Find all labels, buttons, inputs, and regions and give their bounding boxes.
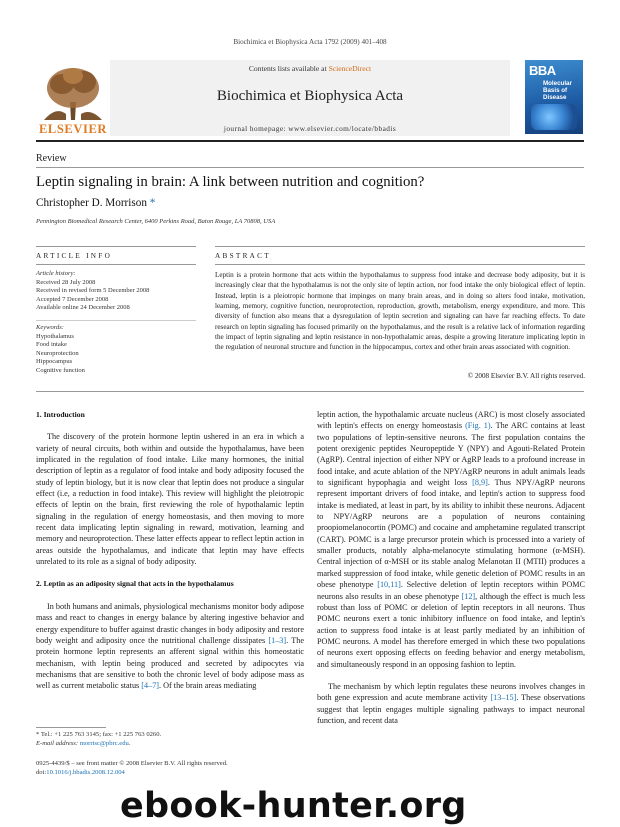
keyword: Cognitive function (36, 366, 85, 374)
text-run: . The ARC contains at least two populations of leptin-sensitive neurons. The first population contains the potent orexigenic peptides Neuropeptide Y (NPY) and Agouti-Related Protein (AgRP). Central injection of either NPY or AgRP leads to a profound increase in food intake, and acute ablation of the NPY/AgRP neurons in adult animals leads to significant hypophagia and weight loss (317, 421, 586, 488)
abstract-copyright: © 2008 Elsevier B.V. All rights reserved. (467, 372, 585, 380)
keywords-rule (36, 320, 196, 321)
article-history (36, 270, 196, 313)
citation-link[interactable]: [13–15] (490, 693, 517, 703)
cover-title: BBA (529, 63, 556, 78)
cover-artwork (531, 104, 577, 130)
text-run: . Selective deletion of leptin receptors within POMC neurons also results in an obese phenotype (317, 580, 586, 601)
doi-line (36, 769, 304, 778)
arcuate-paragraph (317, 409, 585, 670)
text-run: leptin action, the hypothalamic arcuate nucleus (ARC) is most closely associated with leptin's effects on energy homeostasis (317, 410, 585, 431)
cover-subtitle-line: Basis of (543, 87, 568, 94)
text-run: . Thus NPY/AgRP neurons represent important drivers of food intake, and leptin's action to suppress food intake is mediated, at least in part, by its ability to inhibit these neurons. Adjacent to NPY/AgRP neurons are a population of neurons containing proopiomelanocortin (POMC) and cocaine and amphetamine regulated transcript (CART). POMC is a large precursor protein which is processed into a variety of smaller products, notably alpha-melanocyte stimulating hormone (α-MSH). Central injection of α-MSH or its stable analog Melanotan II (MTII) produces a marked suppression of food intake, while genetic deletion of POMC results in an obese phenotype (317, 478, 585, 590)
article-info-heading: ARTICLE INFO (36, 252, 113, 260)
section-heading-adiposity: 2. Leptin as an adiposity signal that acts in the hypothalamus (36, 579, 234, 589)
keyword: Hypothalamus (36, 332, 74, 340)
contents-line (110, 64, 510, 73)
abstract-heading: ABSTRACT (215, 252, 271, 260)
article-info-rule (36, 264, 196, 265)
elsevier-wordmark: ELSEVIER (38, 122, 108, 136)
journal-homepage[interactable]: journal homepage: www.elsevier.com/locate/bbadis (223, 124, 397, 133)
section-heading-introduction: 1. Introduction (36, 410, 85, 419)
corresponding-footnote (36, 731, 304, 749)
email-link[interactable]: morrisc@pbrc.edu (79, 739, 129, 747)
figure-link[interactable]: (Fig. 1) (465, 421, 491, 431)
text-run: In both humans and animals, physiological mechanisms monitor body adipose mass and react to changes in energy balance by altering ingestive behavior and energy expenditure to buffer against drastic changes in body adiposity and restore body weight and adiposity once the nutritional challenge dissipates (36, 601, 304, 645)
email-label: E-mail address: (36, 739, 80, 747)
doi-label: doi: (36, 768, 47, 776)
email-suffix: . (128, 739, 131, 747)
author-name[interactable]: Christopher D. Morrison (36, 197, 147, 209)
mechanism-paragraph (317, 681, 585, 726)
cover-subtitle (543, 80, 572, 101)
history-item: Accepted 7 December 2008 (36, 295, 109, 303)
sciencedirect-link[interactable]: ScienceDirect (328, 64, 372, 73)
history-item: Received in revised form 5 December 2008 (36, 287, 150, 295)
header-divider (36, 140, 584, 142)
abstract-text: Leptin is a protein hormone that acts within the hypothalamus to suppress food intake and decrease body adiposity, but it is increasingly clear that the hypothalamus is not the only site of leptin action, nor food intake the only biological effect of leptin. Instead, leptin is a pleiotropic hormone that impinges on many brain areas, and in doing so alters food intake, motivation, learning, memory, cognitive function, neuroprotection, reproduction, growth, metabolism, energy expenditure, and more. This diversity of function also means that a dysregulation of leptin secretion and signaling can have far reaching effects. To date research on leptin signaling has focused primarily on the hypothalamus, and the result is a relative lack of information regarding the impact of leptin signaling and leptin resistance in non-hypothalamic areas, despite a growing literature implicating leptin in the regulation of neuronal structure and function in the hippocampus, cortex and other brain areas associated with cognition. (215, 271, 585, 352)
citation-link[interactable]: [1–3] (268, 635, 287, 645)
text-run: The mechanism by which leptin regulates these neurons involves changes in both gene expression and acute membrane activity (317, 681, 585, 703)
text-run: , although the effect is much less robust than loss of POMC or deletion of leptin receptors in all neurons. Thus POMC neurons exert a tonic inhibitory influence on food intake, and leptin's action to suppress food intake is at least partly mediated by an inhibition of POMC neurons. A model has therefore emerged in which these two populations of neurons exert opposing effects on feeding behavior and energy metabolism, and simultaneously respond in an opposing fashion to leptin. (317, 591, 585, 669)
keyword: Hippocampus (36, 358, 73, 366)
issn-block (36, 760, 304, 778)
affiliation: Pennington Biomedical Research Center, 6400 Perkins Road, Baton Rouge, LA 70808, USA (36, 218, 276, 225)
article-type: Review (36, 153, 67, 164)
keyword: Neuroprotection (36, 349, 79, 357)
article-info-top-rule (36, 246, 196, 247)
journal-title: Biochimica et Biophysica Acta (216, 88, 404, 104)
abstract-top-rule (215, 246, 585, 247)
introduction-paragraph: The discovery of the protein hormone leptin ushered in an era in which a variety of neural circuits, both within and outside the hypothalamus, have been implicated in the regulation of food intake. Like many hormones, the initial description of leptin as a regulator of food intake and body adiposity focused the study of leptin biology, but it is now clear that leptin does not produce a singular effect (i.e, a reduction in food intake). This review will highlight the pleiotropic effects of leptin on the brain, first reviewing the role of hypothalamic leptin signaling in the regulation of energy homeostasis, and then moving to more recent data implicating leptin signaling in reward, motivation, learning and memory and neuroprotection. These latter effects appear to reflect leptin action in areas outside the hypothalamus, and indicate that leptin may have effects unrelated to its role as a signal of body adiposity. (36, 432, 304, 567)
adiposity-paragraph (36, 601, 304, 692)
citation-link[interactable]: [4–7] (141, 681, 160, 691)
footnote-rule (36, 727, 106, 728)
cover-subtitle-line: Molecular (543, 80, 572, 87)
abstract-rule (215, 264, 585, 265)
text-run: . These observations suggest that leptin engages multiple signaling pathways to impact neuronal function, and recent data (317, 693, 585, 725)
text-run: . The protein hormone leptin represents an afferent signal within this homeostatic mechanism, with leptin being produced and secreted by adipocytes via mechanisms that are sensitive to both the chronic level of body adipose mass as well as current metabolic status (36, 635, 304, 691)
issn-line: 0925-4439/$ – see front matter © 2008 Elsevier B.V. All rights reserved. (36, 760, 228, 767)
keywords (36, 324, 196, 376)
contents-prefix: Contents lists available at (248, 64, 329, 73)
history-label: Article history: (36, 270, 76, 277)
citation-link[interactable]: [10,11] (377, 580, 401, 590)
author-line (36, 197, 155, 209)
text-run: . Of the brain areas mediating (159, 681, 257, 691)
abstract-bottom-rule (36, 391, 584, 392)
citation-link[interactable]: [12] (461, 591, 476, 601)
watermark: ebook-hunter.org (120, 786, 467, 826)
article-title: Leptin signaling in brain: A link between nutrition and cognition? (36, 174, 425, 190)
right-column (317, 409, 585, 726)
corresponding-author-mark[interactable]: * (146, 197, 156, 209)
keywords-label: Keywords: (36, 324, 64, 331)
history-item: Available online 24 December 2008 (36, 304, 130, 312)
left-column (36, 409, 304, 692)
journal-cover-thumbnail[interactable] (525, 60, 583, 134)
history-item: Received 28 July 2008 (36, 278, 96, 286)
footnote-contact: * Tel.: +1 225 763 3145; fax: +1 225 763 0260. (36, 731, 162, 738)
doi-link[interactable]: 10.1016/j.bbadis.2008.12.004 (46, 768, 125, 776)
keyword: Food intake (36, 341, 67, 349)
running-head: Biochimica et Biophysica Acta 1792 (2009) 401–408 (233, 38, 387, 46)
type-divider (36, 167, 584, 168)
footnote-email-line (36, 740, 304, 749)
cover-subtitle-line: Disease (543, 94, 567, 101)
citation-link[interactable]: [8,9] (472, 478, 488, 488)
